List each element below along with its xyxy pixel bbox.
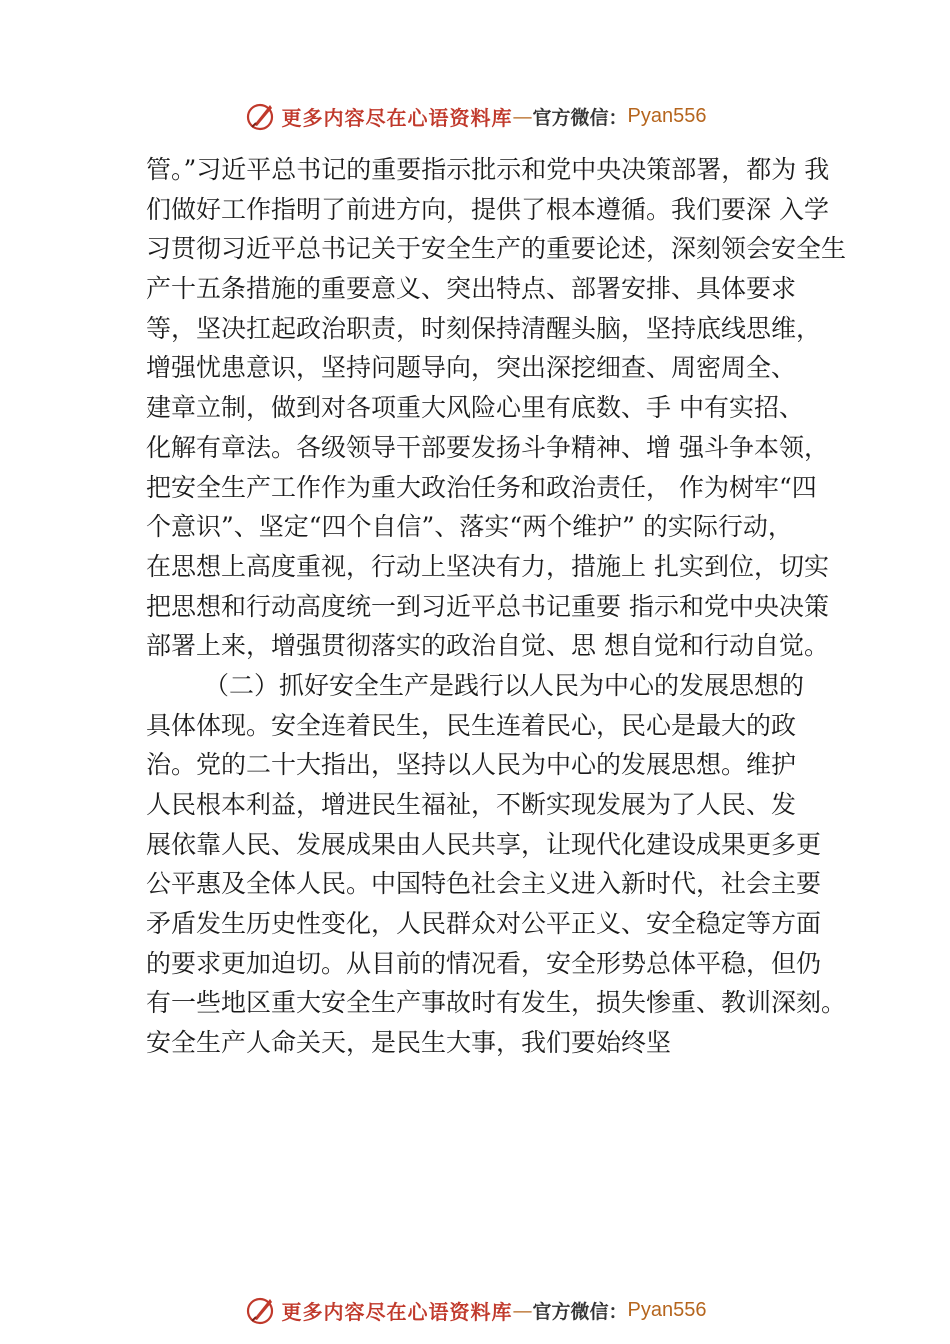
- text-line: 增强忧患意识，坚持问题导向，突出深挖细查、周密周全、: [146, 353, 797, 383]
- header-banner: [0, 96, 950, 136]
- banner-label: 官方微信：: [532, 1300, 628, 1323]
- text-line: 建章立制，做到对各项重大风险心里有底数、手 中有实招、: [146, 393, 804, 423]
- banner-wechat-id: Pyan556: [627, 1298, 707, 1321]
- banner-label: 官方微信：: [532, 106, 628, 129]
- banner-wechat-id: Pyan556: [627, 104, 707, 127]
- quill-logo-icon: [244, 99, 278, 133]
- text-line: 习贯彻习近平总书记关于安全生产的重要论述，深刻领会安全生: [146, 234, 846, 264]
- text-line: 部署上来，增强贯彻落实的政治自觉、思 想自觉和行动自觉。: [146, 631, 829, 661]
- text-line: 公平惠及全体人民。中国特色社会主义进入新时代，社会主要: [146, 869, 822, 899]
- text-line: 治。党的二十大指出，坚持以人民为中心的发展思想。维护: [146, 750, 797, 780]
- text-line: 矛盾发生历史性变化，人民群众对公平正义、安全稳定等方面: [146, 909, 822, 939]
- text-line: 人民根本利益，增进民生福祉，不断实现发展为了人民、发: [146, 790, 797, 819]
- text-line: 管。”习近平总书记的重要指示批示和党中央决策部署，都为 我: [146, 155, 830, 184]
- banner-dash: —: [512, 104, 533, 128]
- banner-site-text: 更多内容尽在心语资料库: [281, 1299, 513, 1324]
- text-line: 化解有章法。各级领导干部要发扬斗争精神、增 强斗争本领，: [146, 432, 829, 462]
- text-line: 们做好工作指明了前进方向，提供了根本遵循。我们要深 入学: [146, 194, 829, 224]
- text-line: 等，坚决扛起政治职责，时刻保持清醒头脑，坚持底线思维，: [146, 313, 822, 343]
- text-line: 把安全生产工作作为重大政治任务和政治责任， 作为树牢“四: [146, 472, 817, 502]
- text-line: 有一些地区重大安全生产事故时有发生，损失惨重、教训深刻。: [146, 988, 846, 1018]
- footer-banner: [0, 1290, 950, 1330]
- text-line: 把思想和行动高度统一到习近平总书记重要 指示和党中央决策: [146, 591, 829, 621]
- text-line: 具体体现。安全连着民生，民生连着民心，民心是最大的政: [146, 710, 797, 740]
- banner-site-text: 更多内容尽在心语资料库: [281, 105, 513, 130]
- section-heading-line: （二）抓好安全生产是践行以人民为中心的发展思想的: [204, 670, 805, 700]
- text-line: 产十五条措施的重要意义、突出特点、部署安排、具体要求: [146, 274, 797, 304]
- text-line: 个意识”、坚定“四个自信”、落实“两个维护” 的实际行动，: [146, 512, 793, 542]
- quill-logo-icon: [244, 1293, 278, 1327]
- text-line: 安全生产人命关天，是民生大事，我们要始终坚: [146, 1028, 672, 1058]
- text-line: 的要求更加迫切。从目前的情况看，安全形势总体平稳，但仍: [146, 948, 822, 978]
- document-body: [146, 150, 846, 1063]
- text-line: 展依靠人民、发展成果由人民共享，让现代化建设成果更多更: [146, 829, 822, 859]
- text-line: 在思想上高度重视，行动上坚决有力，措施上 扎实到位，切实: [146, 551, 829, 581]
- banner-dash: —: [512, 1298, 533, 1322]
